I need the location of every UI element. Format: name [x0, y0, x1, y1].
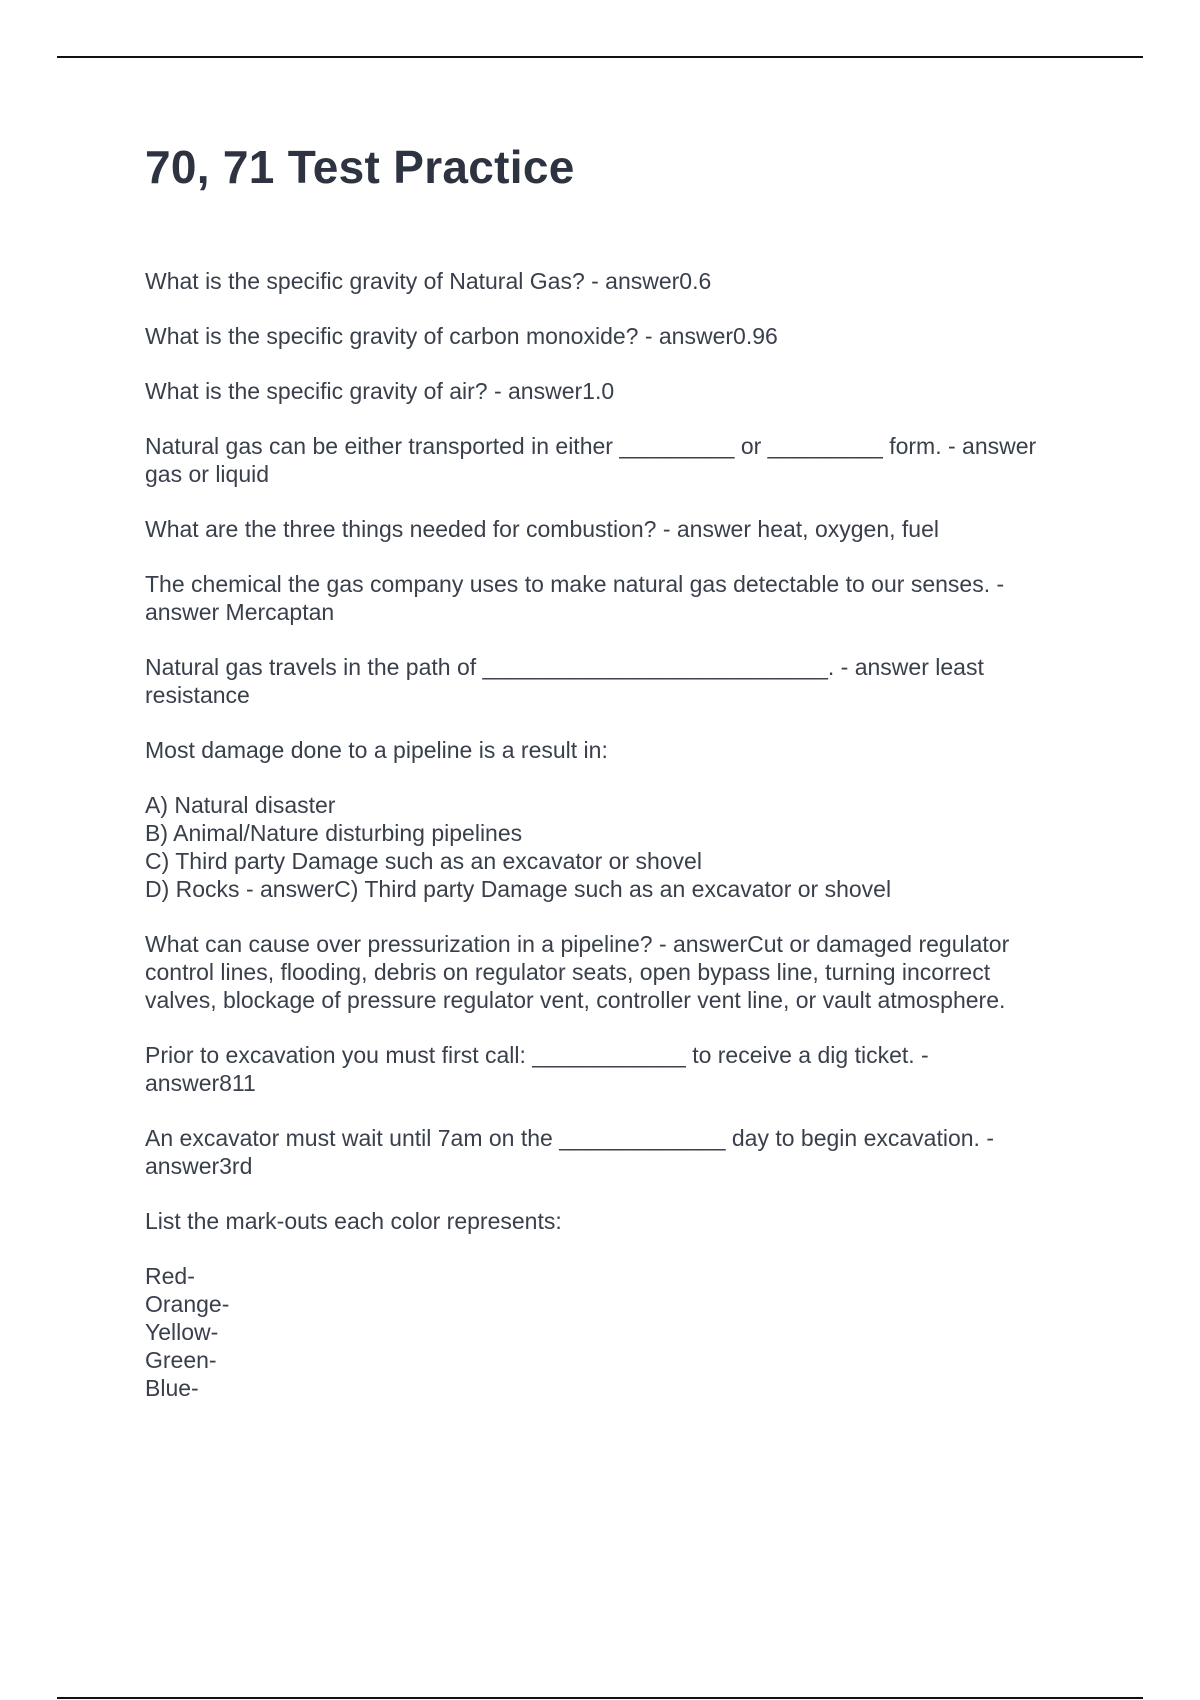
qa-item — [145, 1041, 1095, 1097]
color-green: Green- — [145, 1347, 217, 1374]
qa-item — [145, 570, 1095, 626]
qa-item — [145, 515, 1095, 543]
text-line: Natural gas travels in the path of ___________________________. - answer least — [145, 654, 984, 681]
color-blue: Blue- — [145, 1375, 199, 1402]
color-list — [145, 1262, 1095, 1402]
text-line: An excavator must wait until 7am on the _____________ day to begin excavation. - — [145, 1125, 994, 1152]
qa-item — [145, 1207, 1095, 1235]
color-red: Red- — [145, 1263, 195, 1290]
text-line: What is the specific gravity of air? - answer1.0 — [145, 378, 615, 405]
qa-item — [145, 322, 1095, 350]
text-line: Prior to excavation you must first call: ____________ to receive a dig ticket. - — [145, 1042, 929, 1069]
text-line: What is the specific gravity of Natural Gas? - answer0.6 — [145, 268, 712, 295]
text-line: What can cause over pressurization in a pipeline? - answerCut or damaged regulator — [145, 931, 1010, 958]
text-line: resistance — [145, 682, 250, 709]
text-line: answer811 — [145, 1070, 256, 1097]
text-line: The chemical the gas company uses to make natural gas detectable to our senses. - — [145, 571, 1005, 598]
top-rule — [57, 56, 1143, 58]
text-line: List the mark-outs each color represents: — [145, 1208, 562, 1235]
text-line: Most damage done to a pipeline is a result in: — [145, 737, 608, 764]
qa-list — [145, 267, 1095, 1402]
qa-item — [145, 432, 1095, 488]
bottom-rule — [57, 1697, 1143, 1699]
page-title: 70, 71 Test Practice — [145, 141, 575, 193]
text-line: answer Mercaptan — [145, 599, 335, 626]
qa-item — [145, 377, 1095, 405]
document-body — [145, 140, 1095, 1429]
text-line: Natural gas can be either transported in either _________ or _________ form. - answer — [145, 433, 1037, 460]
color-orange: Orange- — [145, 1291, 230, 1318]
color-yellow: Yellow- — [145, 1319, 219, 1346]
qa-item — [145, 267, 1095, 295]
text-line: answer3rd — [145, 1153, 253, 1180]
option-c: C) Third party Damage such as an excavator or shovel — [145, 848, 702, 875]
qa-item — [145, 930, 1095, 1014]
qa-item — [145, 1124, 1095, 1180]
text-line: control lines, flooding, debris on regulator seats, open bypass line, turning incorrect — [145, 959, 991, 986]
option-d: D) Rocks - answerC) Third party Damage such as an excavator or shovel — [145, 876, 892, 903]
text-line: gas or liquid — [145, 461, 270, 488]
text-line: What is the specific gravity of carbon monoxide? - answer0.96 — [145, 323, 778, 350]
option-b: B) Animal/Nature disturbing pipelines — [145, 820, 523, 847]
qa-item — [145, 653, 1095, 709]
qa-item — [145, 736, 1095, 764]
text-line: What are the three things needed for combustion? - answer heat, oxygen, fuel — [145, 516, 939, 543]
option-a: A) Natural disaster — [145, 792, 336, 819]
answer-options — [145, 791, 1095, 903]
text-line: valves, blockage of pressure regulator vent, controller vent line, or vault atmosphere. — [145, 987, 1006, 1014]
